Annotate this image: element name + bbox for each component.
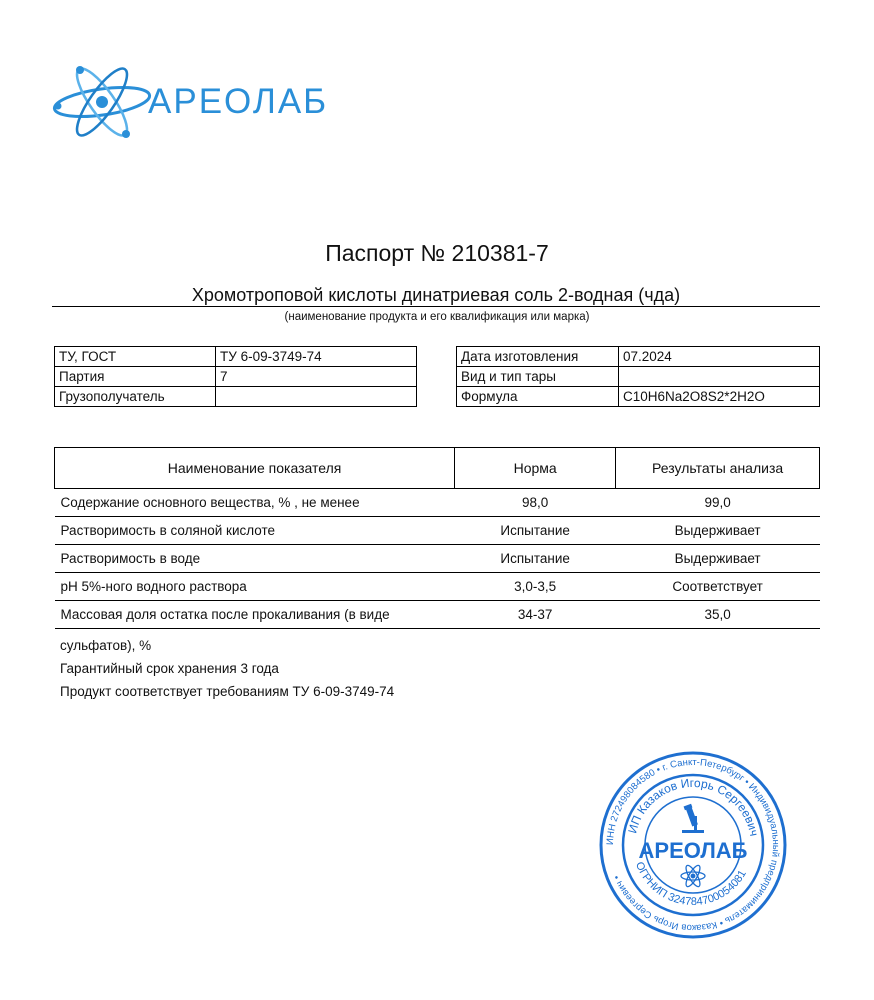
- indicator-name: Массовая доля остатка после прокаливания (в виде: [55, 601, 455, 629]
- compliance-note: Продукт соответствует требованиям ТУ 6-09-3749-74: [60, 684, 395, 699]
- storage-note: Гарантийный срок хранения 3 года: [60, 661, 279, 676]
- info-key: Формула: [457, 387, 619, 407]
- table-row: [55, 367, 417, 387]
- product-caption: (наименование продукта и его квалификация или марка): [284, 311, 590, 323]
- info-value: 7: [216, 367, 417, 387]
- result-value: 99,0: [616, 489, 820, 517]
- table-row: [55, 347, 417, 367]
- table-row: [55, 601, 820, 629]
- header-norm: Норма: [455, 448, 616, 489]
- table-row: [55, 489, 820, 517]
- notes-block: [60, 634, 394, 703]
- stamp-outer-text: ИНН 272498084580 • г. Санкт-Петербург • Индивидуальный предприниматель • Казаков Игорь Сергеевич •: [604, 756, 782, 934]
- company-stamp: [598, 750, 788, 940]
- info-value: ТУ 6-09-3749-74: [216, 347, 417, 367]
- info-key: Партия: [55, 367, 216, 387]
- indicator-name: pH 5%-ного водного раствора: [55, 573, 455, 601]
- indicator-name: Растворимость в соляной кислоте: [55, 517, 455, 545]
- indicator-name: Растворимость в воде: [55, 545, 455, 573]
- result-value: Выдерживает: [616, 517, 820, 545]
- indicator-continuation: сульфатов), %: [60, 638, 152, 653]
- analysis-table: [54, 447, 820, 629]
- stamp-top-text: ИП Казаков Игорь Сергеевич: [625, 775, 762, 838]
- norm-value: 34-37: [455, 601, 616, 629]
- table-row: [55, 517, 820, 545]
- norm-value: Испытание: [455, 517, 616, 545]
- norm-value: Испытание: [455, 545, 616, 573]
- company-logo: [50, 58, 350, 148]
- norm-value: 3,0-3,5: [455, 573, 616, 601]
- table-row: [457, 367, 820, 387]
- info-value: C10H6Na2O8S2*2H2O: [619, 387, 820, 407]
- product-name: Хромотроповой кислоты динатриевая соль 2-водная (чда): [191, 285, 681, 305]
- table-row: [457, 347, 820, 367]
- indicator-name: Содержание основного вещества, % , не менее: [55, 489, 455, 517]
- info-table-left: [54, 346, 417, 407]
- table-row: [55, 573, 820, 601]
- microscope-icon: [682, 804, 704, 833]
- result-value: Выдерживает: [616, 545, 820, 573]
- info-key: Грузополучатель: [55, 387, 216, 407]
- header-indicator: Наименование показателя: [55, 448, 455, 489]
- table-row: [55, 387, 417, 407]
- table-row: [55, 545, 820, 573]
- product-underline: [52, 306, 820, 307]
- result-value: Соответствует: [616, 573, 820, 601]
- info-key: Дата изготовления: [457, 347, 619, 367]
- table-row: [457, 387, 820, 407]
- stamp-seal-icon: [598, 750, 788, 940]
- atom-logo-icon: [50, 58, 160, 148]
- passport-title: Паспорт № 210381-7: [325, 240, 549, 266]
- info-table-right: [456, 346, 820, 407]
- norm-value: 98,0: [455, 489, 616, 517]
- logo-text: АРЕОЛАБ: [148, 82, 329, 121]
- table-header-row: [55, 448, 820, 489]
- header-result: Результаты анализа: [616, 448, 820, 489]
- info-key: Вид и тип тары: [457, 367, 619, 387]
- result-value: 35,0: [616, 601, 820, 629]
- atom-icon: [681, 864, 705, 889]
- stamp-brand: АРЕОЛАБ: [638, 838, 748, 863]
- info-value: [216, 387, 417, 407]
- info-value: [619, 367, 820, 387]
- stamp-bottom-text: ОГРНИП 324784700054081: [633, 860, 749, 909]
- info-value: 07.2024: [619, 347, 820, 367]
- info-key: ТУ, ГОСТ: [55, 347, 216, 367]
